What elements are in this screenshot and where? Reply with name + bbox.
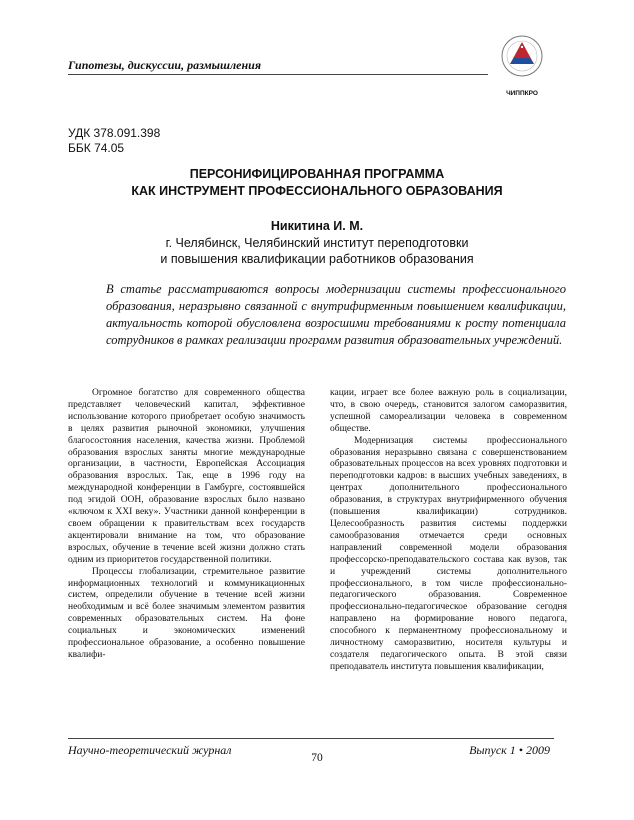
udc-code: УДК 378.091.398 — [68, 126, 161, 140]
logo-star — [521, 46, 523, 48]
body-column-right — [330, 388, 567, 674]
bbk-code: ББК 74.05 — [68, 141, 125, 155]
journal-name: Научно-теоретический журнал — [68, 743, 232, 757]
classification-codes — [68, 126, 160, 156]
article-title-line1: ПЕРСОНИФИЦИРОВАННАЯ ПРОГРАММА — [189, 167, 445, 181]
article-title-line2: КАК ИНСТРУМЕНТ ПРОФЕССИОНАЛЬНОГО ОБРАЗОВАНИЯ — [131, 184, 503, 198]
logo-label: ЧИППКРО — [506, 90, 538, 97]
author-name: Никитина И. М. — [270, 219, 364, 233]
abstract: В статье рассматриваются вопросы модернизации системы профессионального образования, неразрывно связанной с внутрифирменным повышением квалификации, актуальность которой обусловлена возросшими требованиями к росту потенциала сотрудников в рамках реализации программ развития образовательных учреждений. — [106, 282, 566, 347]
page-number: 70 — [311, 752, 323, 764]
author-affiliation-line1: г. Челябинск, Челябинский институт переподготовки — [165, 236, 469, 250]
header-rule — [68, 74, 488, 75]
footer-rule — [68, 738, 554, 739]
body-paragraph: Огромное богатство для современного общества представляет человеческий капитал, эффективное использование которого приобретает особую значимость в целях развития рыночной экономики, улучшения благосостояния населения, качества жизни. Проблемой образования взрослых заняты многие международные организации, в частности, Европейская Ассоциация образования взрослых. Так, еще в 1996 году на международной конференции в Гамбурге, состоявшейся под эгидой ООН, образование взрослых было названо «ключом к XXI веку». Участники данной конференции в своем обращении к правительствам всех государств акцентировали внимание на том, что образование взрослых, обучение в течение всей жизни должно стать одним из приоритетов государственной политики. — [68, 388, 305, 565]
body-paragraph: Процессы глобализации, стремительное развитие информационных технологий и коммуникационных систем, определили обучение в течение всей жизни необходимым и всё более значимым элементом развития современных образовательных систем. На фоне социальных и экономических изменений профессиональное образование, а особенно повышение квалифи- — [68, 566, 305, 660]
section-title: Гипотезы, дискуссии, размышления — [68, 58, 262, 72]
body-column-left — [68, 388, 305, 662]
body-paragraph: Модернизация системы профессионального образования неразрывно связана с совершенствованием образовательных процессов на всех уровнях подготовки и переподготовки кадров: в высших учебных заведениях, в центрах дополнительного профессионального образования, в структурах внутрифирменного обучения (повышения квалификации) сотрудников. Целесообразность развития системы поддержки самообразования отмечается среди основных направлений современной модели образования профессорско-преподавательского состава как вузов, так и учреждений системы дополнительного профессионального, в том числе профессионально-педагогического образования. Современное профессионально-педагогическое образование сегодня направлено на формирование нового педагога, способного к перманентному профессиональному и личностному саморазвитию, носителя культуры и создателя педагогического опыта. В этой связи преподаватель института повышения квалификации, — [330, 435, 567, 672]
issue-label: Выпуск 1 • 2009 — [469, 743, 550, 757]
logo-triangle-base — [510, 58, 534, 64]
institute-logo — [494, 32, 550, 94]
author-affiliation-line2: и повышения квалификации работников образования — [160, 252, 474, 266]
body-paragraph: кации, играет все более важную роль в социализации, что, в свою очередь, становится залогом саморазвития, успешной самореализации человека в современном обществе. — [330, 388, 567, 434]
